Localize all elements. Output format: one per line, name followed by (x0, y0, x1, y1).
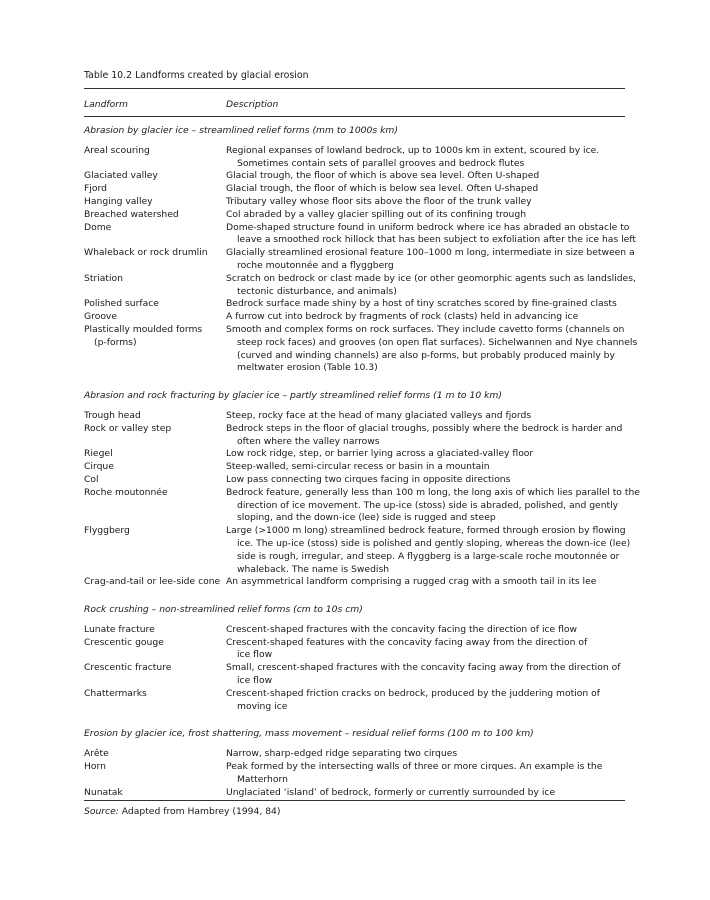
section-title: Abrasion by glacier ice – streamlined relief forms (mm to 1000s km) (84, 125, 398, 136)
table-row (84, 761, 625, 787)
landform-cell (84, 222, 226, 248)
table-row (84, 145, 625, 171)
landform-cell (84, 423, 226, 449)
landform-cell (84, 688, 226, 714)
description-cell (226, 748, 625, 761)
landform-name: Chattermarks (84, 687, 147, 699)
source-label: Source: (84, 806, 119, 817)
landform-name: Dome (84, 221, 112, 233)
description-cell (226, 196, 625, 209)
landform-name: Horn (84, 761, 106, 773)
landform-cell (84, 474, 226, 487)
description-cell (226, 576, 625, 589)
table-row (84, 525, 631, 576)
description-line: Bedrock feature, generally less than 100 m long, the long axis of which lies parallel to the (226, 486, 640, 498)
description-line: Crescent-shaped fractures with the concavity facing the direction of ice flow (226, 623, 578, 635)
landform-name: Glaciated valley (84, 170, 158, 182)
description-line: sloping, and the down-ice (lee) side is rugged and steep (237, 512, 496, 524)
description-line: meltwater erosion (Table 10.3) (237, 362, 378, 374)
landform-name: Col (84, 473, 99, 485)
table-row (84, 209, 625, 222)
table-row (84, 748, 625, 761)
landform-name: Striation (84, 272, 123, 284)
table-row (84, 272, 636, 299)
table-row (84, 170, 625, 183)
landform-cell (84, 311, 226, 324)
landform-name: Roche moutonnée (84, 486, 168, 498)
table-row (84, 448, 625, 461)
table-row (84, 410, 625, 423)
description-line: Glacial trough, the floor of which is below sea level. Often U-shaped (226, 183, 539, 195)
description-line: Low rock ridge, step, or barrier lying across a glaciated-valley floor (226, 448, 534, 460)
table-row (84, 662, 625, 688)
landform-cell (84, 170, 226, 183)
description-line: An asymmetrical landform comprising a rugged crag with a smooth tail in its lee (226, 576, 597, 588)
description-cell (226, 247, 635, 273)
landform-name: Polished surface (84, 298, 159, 310)
table-row (84, 474, 625, 487)
description-cell (226, 311, 625, 324)
description-line: Sometimes contain sets of parallel grooves and bedrock flutes (237, 157, 525, 169)
landform-cell (84, 624, 226, 637)
description-line: steep rock faces) and grooves (on open flat surfaces). Sichelwannen and Nye channels (237, 336, 638, 348)
description-line: Steep, rocky face at the head of many glaciated valleys and fjords (226, 409, 532, 421)
description-cell (226, 487, 640, 525)
description-cell (226, 525, 630, 576)
landform-name: Fjord (84, 183, 107, 195)
description-cell (226, 474, 625, 487)
table-row (84, 688, 625, 714)
section-gap (84, 589, 625, 604)
description-line: direction of ice movement. The up-ice (stoss) side is abraded, polished, and gently (237, 499, 619, 511)
description-cell (226, 145, 625, 171)
table-section (84, 604, 625, 713)
landform-cell (84, 298, 226, 311)
description-line: Tributary valley whose floor sits above the floor of the trunk valley (226, 195, 532, 207)
landform-name: Crag-and-tail or lee-side cone (84, 576, 221, 588)
description-line: Small, crescent-shaped fractures with the concavity facing away from the direction of (226, 662, 621, 674)
description-cell (226, 761, 625, 787)
description-cell (226, 637, 625, 663)
table-row (84, 576, 625, 589)
landform-name: Plastically moulded forms (84, 323, 203, 335)
table-row (84, 787, 625, 800)
description-line: Scratch on bedrock or clast made by ice (or other geomorphic agents such as landslides, (226, 272, 636, 284)
description-line: Large (>1000 m long) streamlined bedrock feature, formed through erosion by flowing (226, 525, 626, 537)
description-line: whaleback. The name is Swedish (237, 563, 390, 575)
description-line: Regional expanses of lowland bedrock, up to 1000s km in extent, scoured by ice. (226, 144, 600, 156)
description-line: Narrow, sharp-edged ridge separating two cirques (226, 748, 458, 760)
table-row (84, 311, 625, 324)
description-line: Col abraded by a valley glacier spilling out of its confining trough (226, 208, 527, 220)
landform-name: Rock or valley step (84, 422, 172, 434)
description-cell (226, 423, 625, 449)
description-line: (curved and winding channels) are also p-forms, but probably produced mainly by (237, 349, 615, 361)
description-cell (226, 688, 625, 714)
landform-cell (84, 196, 226, 209)
table-row (84, 221, 636, 248)
table-section (84, 728, 625, 799)
landform-cell (84, 637, 226, 663)
description-line: Low pass connecting two cirques facing in opposite directions (226, 473, 511, 485)
description-line: ice flow (237, 675, 273, 687)
section-title: Rock crushing – non-streamlined relief forms (cm to 10s cm) (84, 604, 363, 616)
table-row (84, 323, 638, 375)
description-cell (226, 170, 625, 183)
description-line: ice flow (237, 649, 273, 661)
section-gap (84, 375, 625, 390)
description-line: leave a smoothed rock hillock that has been subject to exfoliation after the ice has left (237, 234, 636, 246)
landform-name: Whaleback or rock drumlin (84, 247, 208, 259)
table-row (84, 298, 625, 311)
landform-cell (84, 273, 226, 299)
description-cell (226, 662, 625, 688)
landform-name: Groove (84, 311, 118, 323)
landform-cell (84, 487, 226, 525)
source-text: Adapted from Hambrey (1994, 84) (118, 806, 281, 817)
landform-cell (84, 145, 226, 171)
landform-name: Hanging valley (84, 195, 153, 207)
landform-cell (84, 748, 226, 761)
landform-name-continued: (p-forms) (94, 336, 137, 348)
description-line: ice. The up-ice (stoss) side is polished and gently sloping, whereas the down-ice (lee) (237, 537, 631, 549)
description-cell (226, 183, 625, 196)
landform-name: Trough head (84, 409, 141, 421)
landform-cell (84, 662, 226, 688)
header-landform: Landform (84, 99, 128, 110)
description-line: A furrow cut into bedrock by fragments of rock (clasts) held in advancing ice (226, 311, 579, 323)
landform-cell (84, 209, 226, 222)
description-line: often where the valley narrows (237, 435, 380, 447)
landform-cell (84, 247, 226, 273)
table-section (84, 390, 640, 589)
description-line: Glacial trough, the floor of which is above sea level. Often U-shaped (226, 170, 540, 182)
description-cell (226, 448, 625, 461)
section-gap (84, 713, 625, 728)
table-row (84, 247, 635, 273)
landform-cell (84, 576, 226, 589)
landform-cell (84, 183, 226, 196)
description-cell (226, 461, 625, 474)
description-line: Matterhorn (237, 773, 288, 785)
bottom-rule (84, 800, 625, 801)
table-row (84, 486, 640, 525)
description-line: Peak formed by the intersecting walls of three or more cirques. An example is the (226, 761, 603, 773)
source-note (84, 806, 281, 819)
description-cell (226, 624, 625, 637)
table-row (84, 423, 625, 449)
table-row (84, 461, 625, 474)
landform-name: Areal scouring (84, 144, 150, 156)
header-rule (84, 116, 625, 117)
table-row (84, 196, 625, 209)
description-cell (226, 222, 636, 248)
description-line: Bedrock steps in the floor of glacial troughs, possibly where the bedrock is harder and (226, 422, 623, 434)
description-cell (226, 273, 636, 299)
description-line: roche moutonnée and a flyggberg (237, 259, 394, 271)
description-line: tectonic disturbance, and animals) (237, 285, 397, 297)
landform-name: Breached watershed (84, 208, 179, 220)
landform-name: Crescentic fracture (84, 662, 172, 674)
table-caption: Table 10.2 Landforms created by glacial erosion (84, 70, 309, 81)
description-line: Smooth and complex forms on rock surfaces. They include cavetto forms (channels on (226, 323, 625, 335)
landform-name: Flyggberg (84, 525, 130, 537)
header-description: Description (226, 99, 279, 110)
description-line: Steep-walled, semi-circular recess or basin in a mountain (226, 461, 490, 473)
table-section (84, 125, 638, 375)
description-cell (226, 410, 625, 423)
landform-name: Cirque (84, 461, 114, 473)
landform-name: Nunatak (84, 786, 123, 798)
description-line: side is rough, irregular, and steep. A flyggberg is a large-scale roche moutonnée or (237, 550, 620, 562)
landform-name: Crescentic gouge (84, 636, 164, 648)
description-cell (226, 787, 625, 800)
section-title: Abrasion and rock fracturing by glacier ice – partly streamlined relief forms (1 m to 10 km) (84, 390, 502, 402)
description-line: Bedrock surface made shiny by a host of tiny scratches scored by fine-grained clasts (226, 298, 617, 310)
landform-name: Riegel (84, 448, 113, 460)
landform-cell (84, 787, 226, 800)
table-row (84, 624, 625, 637)
landform-name: Arête (84, 748, 109, 760)
description-cell (226, 324, 637, 375)
landform-name: Lunate fracture (84, 623, 155, 635)
description-cell (226, 209, 625, 222)
landform-cell (84, 410, 226, 423)
top-rule (84, 88, 625, 89)
description-line: Crescent-shaped features with the concavity facing away from the direction of (226, 636, 588, 648)
landform-cell (84, 761, 226, 787)
landform-cell (84, 448, 226, 461)
description-cell (226, 298, 625, 311)
landform-cell (84, 324, 226, 375)
table-row (84, 637, 625, 663)
description-line: moving ice (237, 700, 288, 712)
table-body (84, 125, 640, 799)
landform-cell (84, 525, 226, 576)
description-line: Dome-shaped structure found in uniform bedrock where ice has abraded an obstacle to (226, 221, 630, 233)
description-line: Crescent-shaped friction cracks on bedrock, produced by the juddering motion of (226, 687, 600, 699)
table-row (84, 183, 625, 196)
description-line: Unglaciated ‘island’ of bedrock, formerly or currently surrounded by ice (226, 786, 556, 798)
section-title: Erosion by glacier ice, frost shattering, mass movement – residual relief forms (100 m to 100 km) (84, 728, 534, 740)
description-line: Glacially streamlined erosional feature 100–1000 m long, intermediate in size between a (226, 247, 635, 259)
landform-cell (84, 461, 226, 474)
